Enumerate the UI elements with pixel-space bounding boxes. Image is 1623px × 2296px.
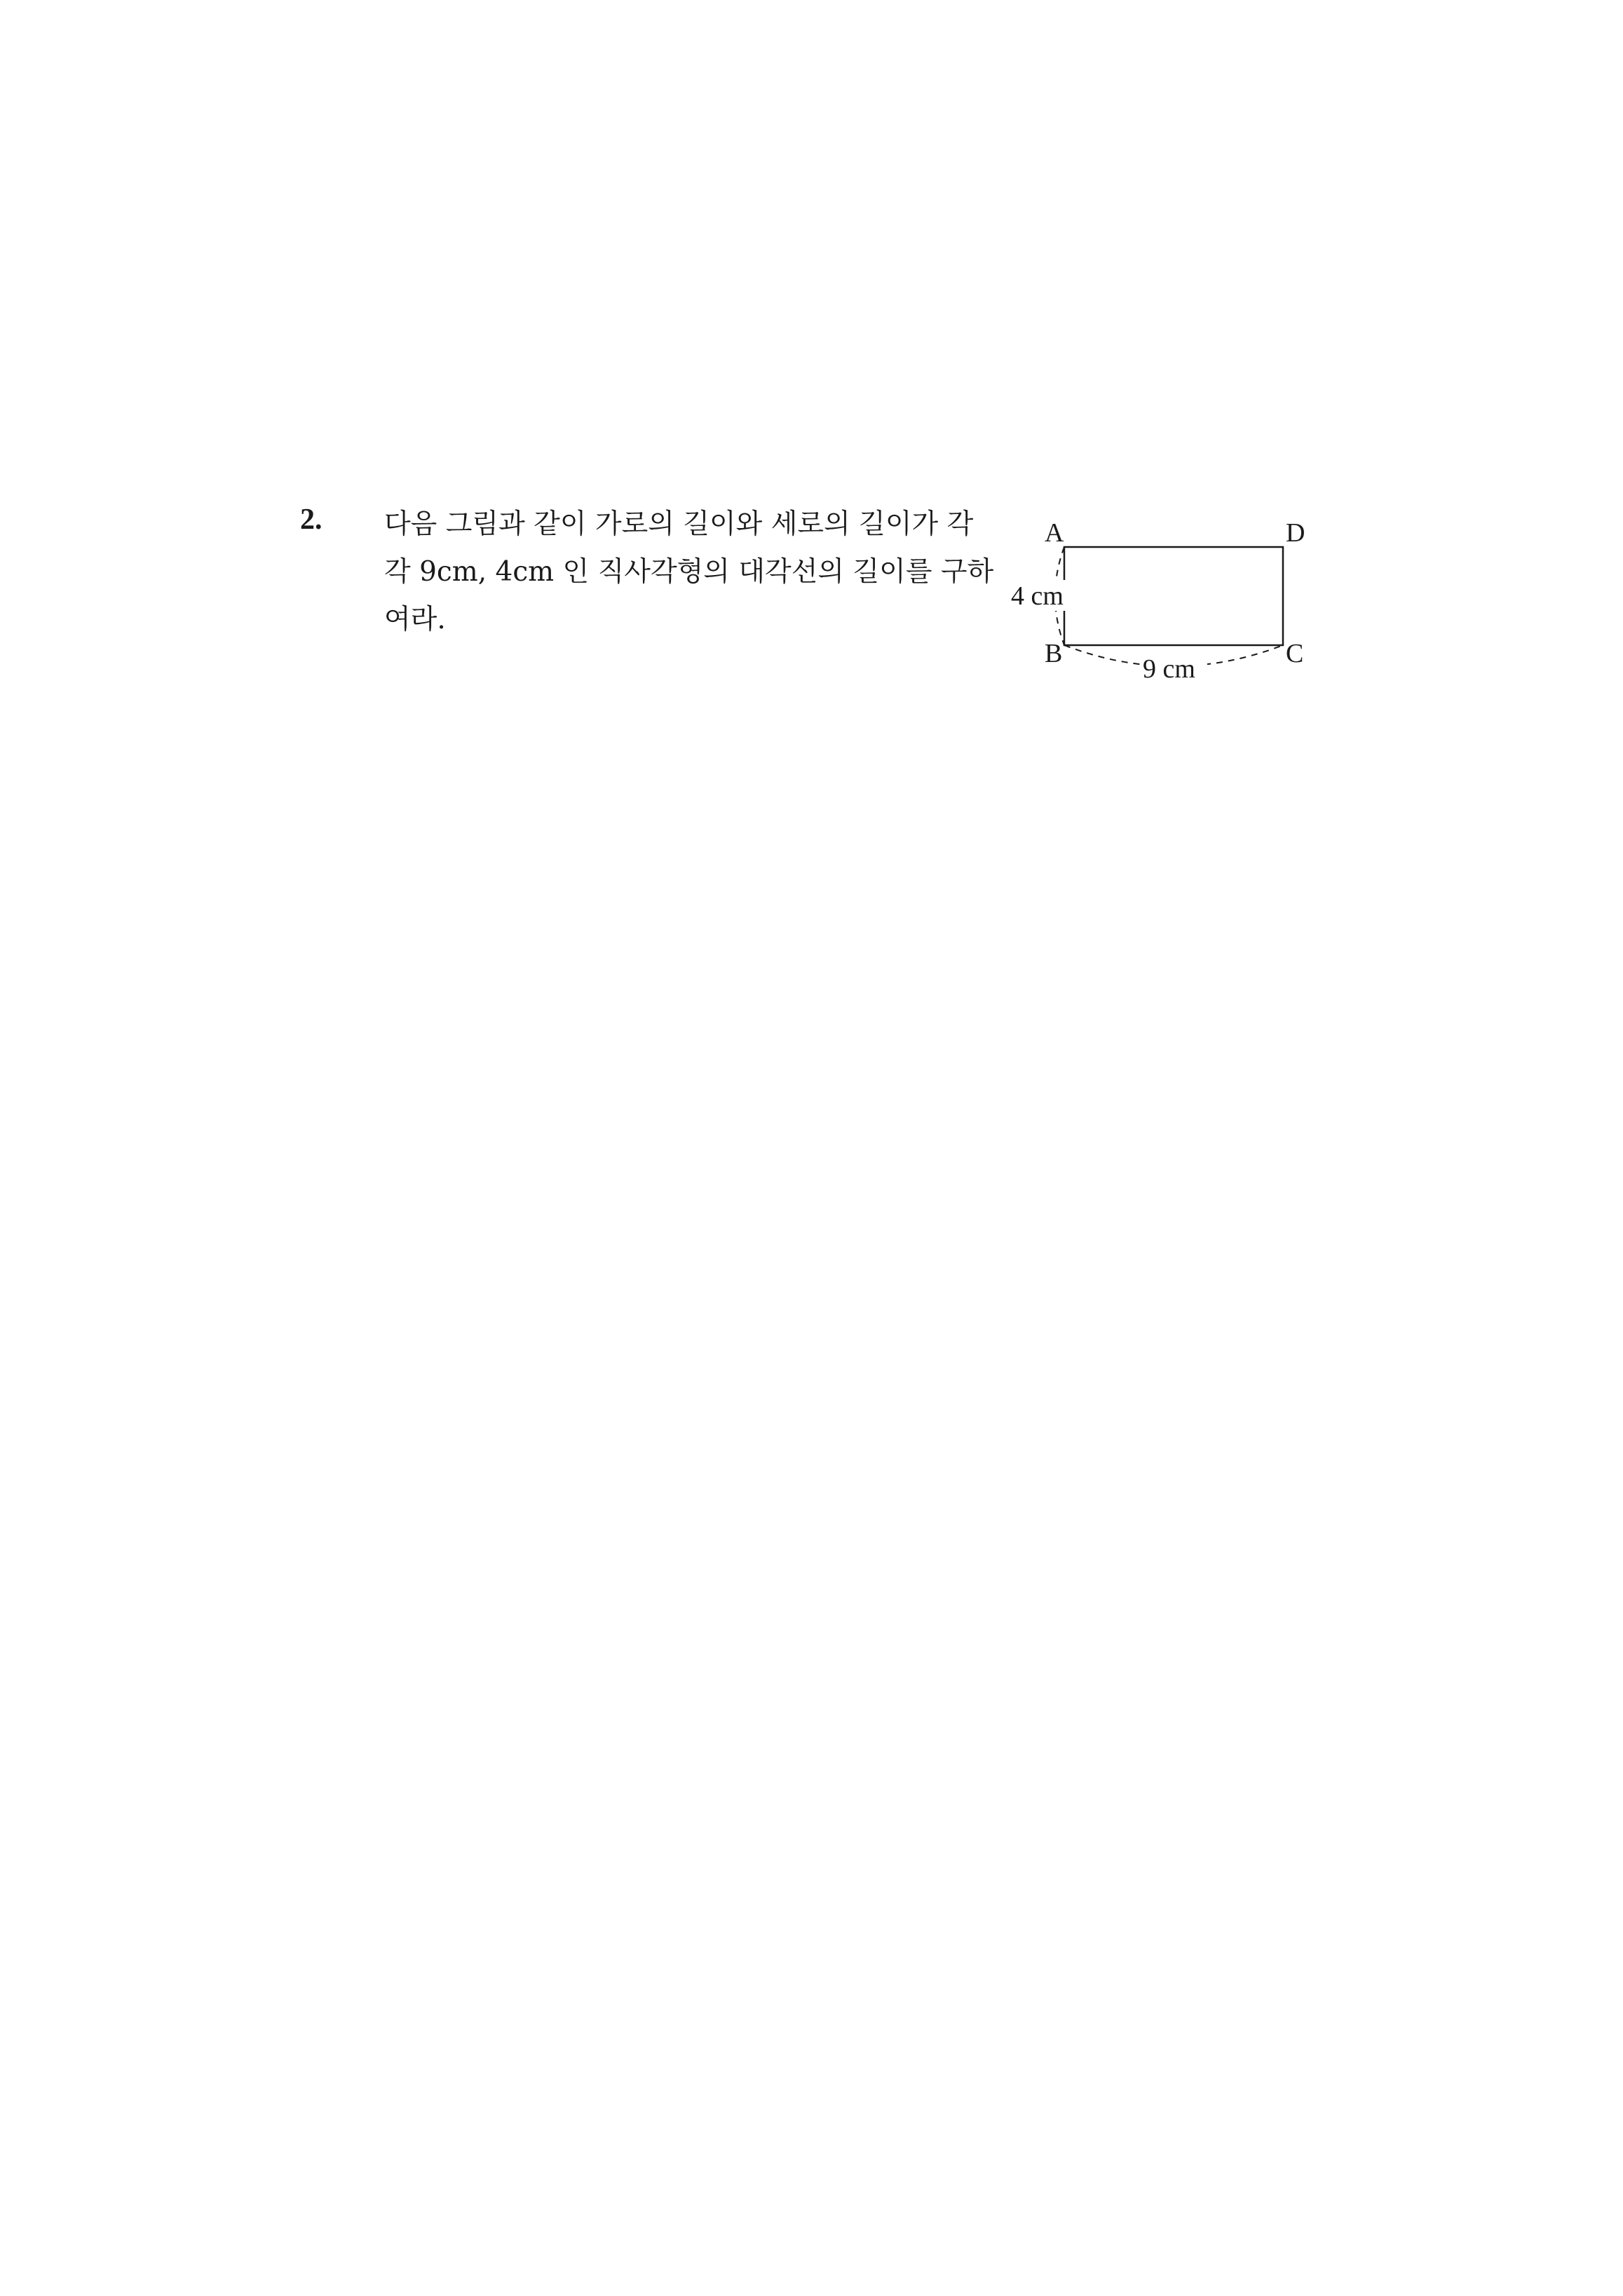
problem-line-1: 다음 그림과 같이 가로의 길이와 세로의 길이가 각 (384, 508, 974, 540)
vertex-b-label: B (1045, 639, 1063, 668)
vertex-c-label: C (1286, 639, 1304, 668)
problem-number: 2. (300, 504, 322, 536)
problem-line-3: 여라. (384, 604, 446, 635)
height-label: 4 cm (1011, 581, 1064, 611)
width-label: 9 cm (1143, 654, 1195, 684)
vertex-d-label: D (1286, 518, 1305, 548)
rectangle-diagram (996, 511, 1318, 686)
rectangle-abcd (1064, 547, 1283, 645)
rectangle-figure (996, 511, 1318, 686)
problem-line-2: 각 9cm, 4cm 인 직사각형의 대각선의 길이를 구하 (384, 556, 994, 588)
problem-statement (384, 501, 994, 644)
vertex-a-label: A (1045, 518, 1064, 548)
